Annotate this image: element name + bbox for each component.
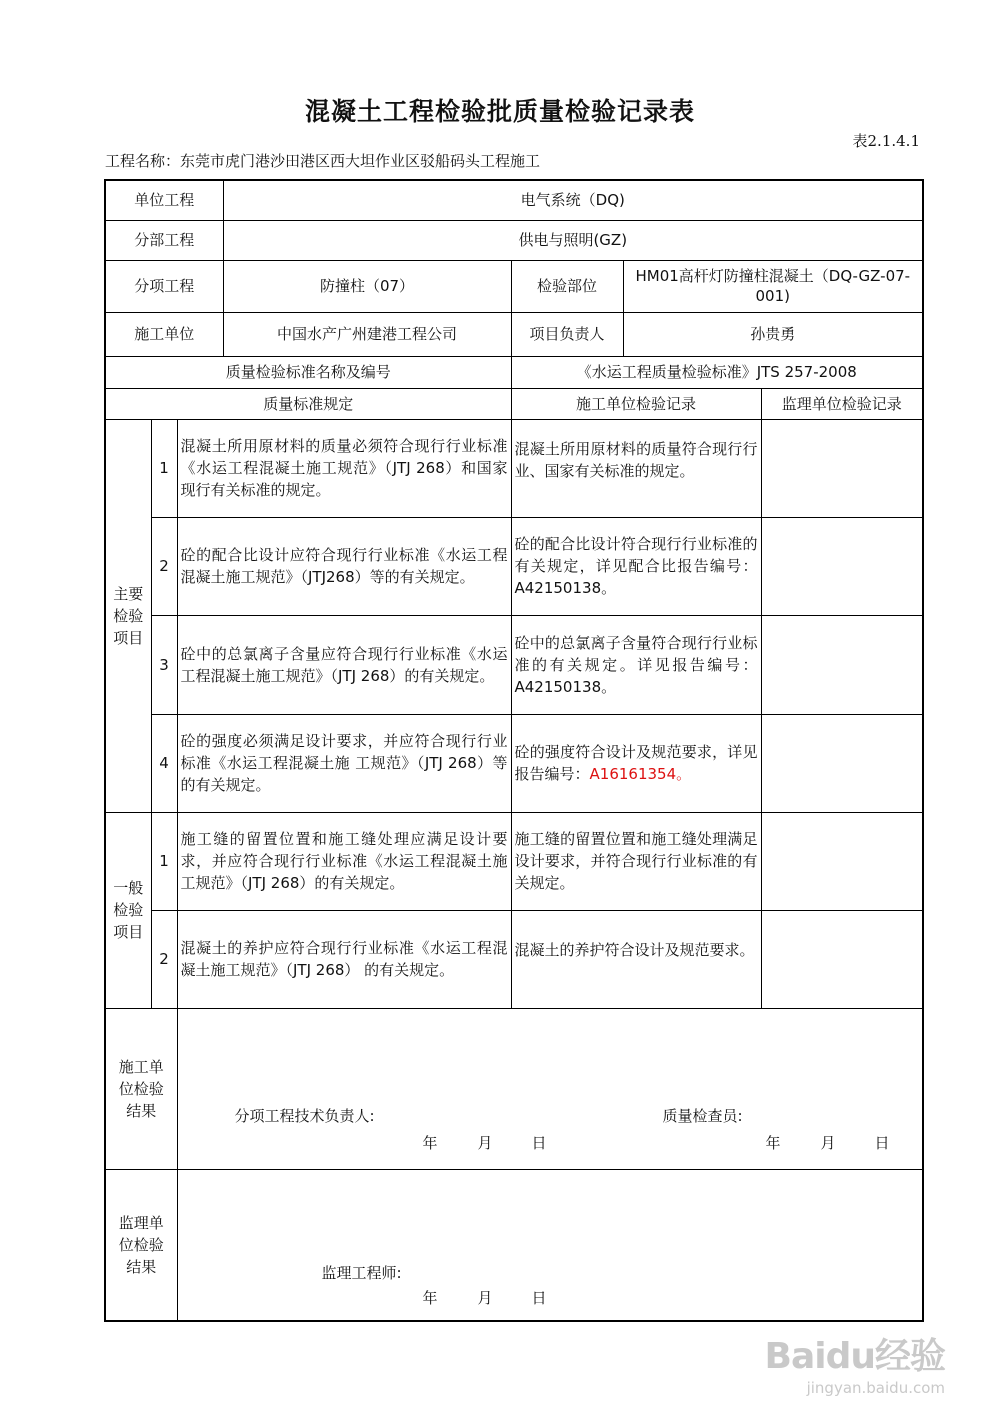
watermark-url: jingyan.baidu.com <box>806 1379 945 1397</box>
item-project-label: 分项工程 <box>105 260 223 312</box>
inspector-signature-label: 质量检查员: <box>662 1106 743 1125</box>
item-record: 砼中的总氯离子含量符合现行行业标准的有关规定。详见报告编号：A42150138。 <box>511 615 761 714</box>
item-record <box>511 714 761 812</box>
main-item-row <box>105 615 923 714</box>
sub-project-value: 供电与照明(GZ) <box>223 220 923 260</box>
sub-project-row <box>105 220 923 260</box>
general-items-category: 一般检验项目 <box>105 812 151 1008</box>
item-standard: 砼的强度必须满足设计要求，并应符合现行行业标准《水运工程混凝土施 工规范》（JTJ 268）等的有关规定。 <box>177 714 511 812</box>
tech-lead-date-month: 月 <box>477 1133 493 1152</box>
item-project-value: 防撞柱（07） <box>223 260 511 312</box>
supervisor-result-area <box>177 1169 923 1321</box>
supervisor-result-label: 监理单位检验结果 <box>105 1169 177 1321</box>
unit-project-label: 单位工程 <box>105 180 223 220</box>
tech-lead-date-year: 年 <box>422 1133 438 1152</box>
main-item-row <box>105 419 923 517</box>
item-supervisor-record <box>761 812 923 910</box>
item-supervisor-record <box>761 714 923 812</box>
inspector-date-month: 月 <box>820 1133 836 1152</box>
quality-standard-header: 质量标准规定 <box>105 388 511 419</box>
item-project-row <box>105 260 923 312</box>
contractor-result-area <box>177 1008 923 1169</box>
inspector-date-year: 年 <box>765 1133 781 1152</box>
report-number: A16161354 <box>589 765 677 783</box>
contractor-result-label: 施工单位检验结果 <box>105 1008 177 1169</box>
inspection-part-label: 检验部位 <box>511 260 623 312</box>
engineer-date-year: 年 <box>422 1288 438 1307</box>
main-item-row <box>105 517 923 615</box>
record-text: 砼的强度符合设计及规范要求，详见报告编号： <box>514 743 758 783</box>
supervisor-record-header: 监理单位检验记录 <box>761 388 923 419</box>
standard-value: 《水运工程质量检验标准》JTS 257-2008 <box>511 356 923 388</box>
construction-unit-value: 中国水产广州建港工程公司 <box>223 312 511 356</box>
item-supervisor-record <box>761 517 923 615</box>
inspection-record-table <box>104 179 924 1322</box>
report-number-suffix: 。 <box>676 765 692 783</box>
general-item-row <box>105 812 923 910</box>
item-standard: 砼中的总氯离子含量应符合现行行业标准《水运工程混凝土施工规范》（JTJ 268）的有关规定。 <box>177 615 511 714</box>
item-supervisor-record <box>761 910 923 1008</box>
contractor-result-row <box>105 1008 923 1169</box>
inspector-date-day: 日 <box>874 1133 890 1152</box>
form-number: 表2.1.4.1 <box>852 132 920 150</box>
main-item-row <box>105 714 923 812</box>
sub-project-label: 分部工程 <box>105 220 223 260</box>
item-record: 混凝土所用原材料的质量符合现行行业、国家有关标准的规定。 <box>511 419 761 517</box>
project-manager-label: 项目负责人 <box>511 312 623 356</box>
item-standard: 混凝土所用原材料的质量必须符合现行行业标准《水运工程混凝土施工规范》（JTJ 268）和国家现行有关标准的规定。 <box>177 419 511 517</box>
engineer-date-day: 日 <box>531 1288 547 1307</box>
item-standard: 混凝土的养护应符合现行行业标准《水运工程混凝土施工规范》（JTJ 268） 的有关规定。 <box>177 910 511 1008</box>
standard-row <box>105 356 923 388</box>
form-title: 混凝土工程检验批质量检验记录表 <box>304 97 695 126</box>
item-number: 1 <box>151 812 177 910</box>
standard-label: 质量检验标准名称及编号 <box>105 356 511 388</box>
main-items-category: 主要检验项目 <box>105 419 151 812</box>
unit-project-value: 电气系统（DQ) <box>223 180 923 220</box>
supervisor-result-row <box>105 1169 923 1321</box>
tech-lead-date-day: 日 <box>531 1133 547 1152</box>
inspection-part-value: HM01高杆灯防撞柱混凝土（DQ-GZ-07-001) <box>623 260 923 312</box>
item-number: 3 <box>151 615 177 714</box>
column-header-row <box>105 388 923 419</box>
item-record: 施工缝的留置位置和施工缝处理满足设计要求，并符合现行行业标准的有关规定。 <box>511 812 761 910</box>
unit-project-row <box>105 180 923 220</box>
item-record: 混凝土的养护符合设计及规范要求。 <box>511 910 761 1008</box>
baidu-watermark <box>765 1328 945 1397</box>
item-number: 1 <box>151 419 177 517</box>
contractor-record-header: 施工单位检验记录 <box>511 388 761 419</box>
project-manager-value: 孙贵勇 <box>623 312 923 356</box>
engineer-date-month: 月 <box>477 1288 493 1307</box>
item-standard: 施工缝的留置位置和施工缝处理应满足设计要求，并应符合现行行业标准《水运工程混凝土施工规范》（JTJ 268）的有关规定。 <box>177 812 511 910</box>
item-number: 2 <box>151 910 177 1008</box>
item-record: 砼的配合比设计符合现行行业标准的有关规定，详见配合比报告编号：A42150138。 <box>511 517 761 615</box>
project-name: 工程名称：东莞市虎门港沙田港区西大坦作业区驳船码头工程施工 <box>105 152 541 170</box>
item-number: 2 <box>151 517 177 615</box>
item-number: 4 <box>151 714 177 812</box>
general-item-row <box>105 910 923 1008</box>
construction-unit-label: 施工单位 <box>105 312 223 356</box>
construction-unit-row <box>105 312 923 356</box>
item-supervisor-record <box>761 419 923 517</box>
watermark-brand: Baidu经验 <box>764 1336 945 1377</box>
engineer-signature-label: 监理工程师: <box>321 1263 402 1282</box>
item-standard: 砼的配合比设计应符合现行行业标准《水运工程混凝土施工规范》（JTJ268）等的有关规定。 <box>177 517 511 615</box>
tech-lead-signature-label: 分项工程技术负责人: <box>234 1106 375 1125</box>
item-supervisor-record <box>761 615 923 714</box>
